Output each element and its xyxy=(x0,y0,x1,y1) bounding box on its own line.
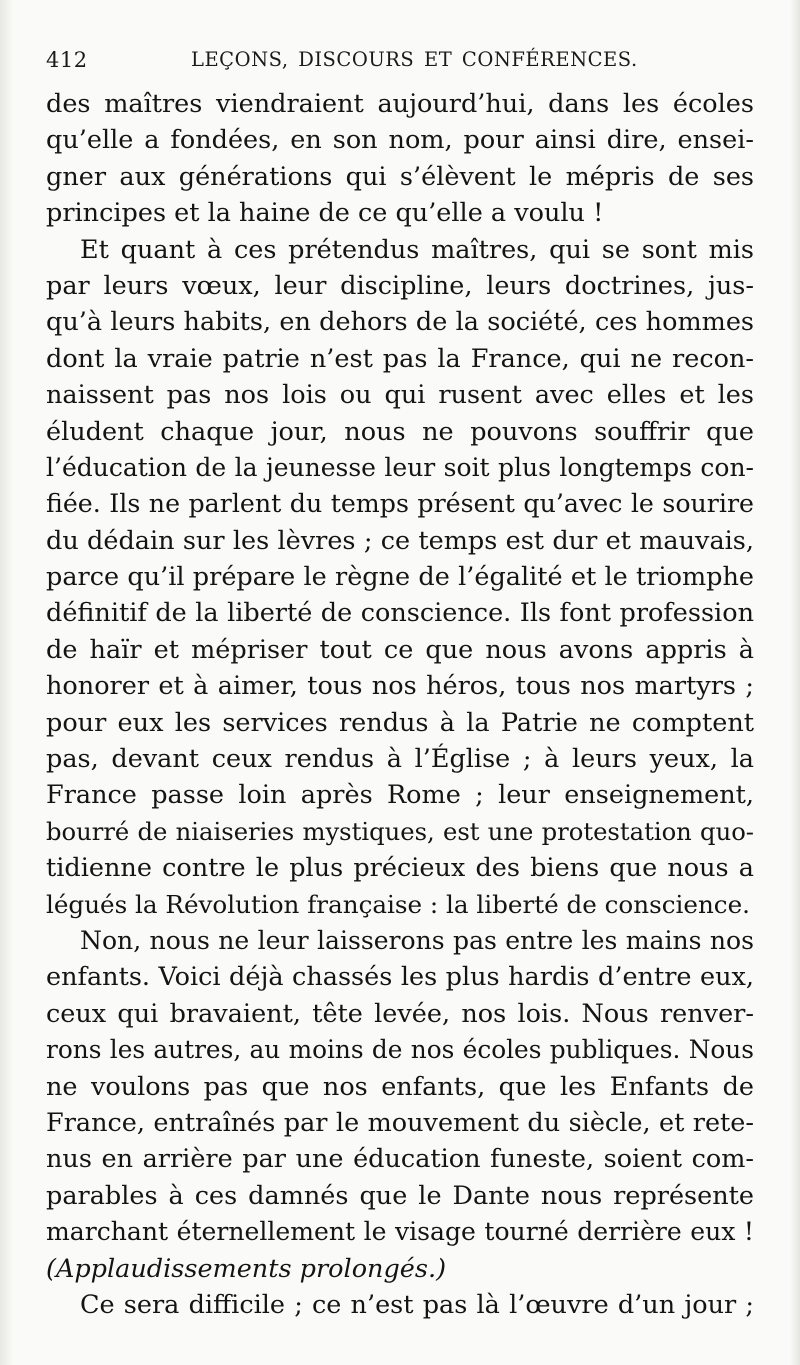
text-line: qu’elle a fondées, en son nom, pour ainsi dire, ensei- xyxy=(46,125,754,156)
text-line: tidienne contre le plus précieux des biens que nous a xyxy=(46,853,754,884)
text-line: définitif de la liberté de conscience. Ils font profession xyxy=(46,598,754,629)
text-line: éludent chaque jour, nous ne pouvons souffrir que xyxy=(46,416,754,447)
text-line: marchant éternellement le visage tourné derrière eux ! xyxy=(46,1217,754,1247)
text-line: par leurs vœux, leur discipline, leurs doctrines, jus- xyxy=(46,270,754,301)
text-line: bourré de niaiseries mystiques, est une protestation quo- xyxy=(46,816,754,846)
text-line: du dédain sur les lèvres ; ce temps est dur et mauvais, xyxy=(46,525,754,556)
text-line: qu’à leurs habits, en dehors de la société, ces hommes xyxy=(46,307,754,338)
text-line: nus en arrière par une éducation funeste, soient com- xyxy=(46,1144,754,1175)
text-line: gner aux générations qui s’élèvent le mépris de ses xyxy=(46,161,754,192)
page-number: 412 xyxy=(46,48,88,72)
paragraph-start-line: Non, nous ne leur laisserons pas entre les mains nos xyxy=(80,925,754,955)
text-line: légués la Révolution française : la liberté de conscience. xyxy=(46,889,750,919)
paragraph-start-line: Et quant à ces prétendus maîtres, qui se sont mis xyxy=(80,234,754,265)
text-line: France passe loin après Rome ; leur enseignement, xyxy=(46,780,754,811)
text-line: ne voulons pas que nos enfants, que les Enfants de xyxy=(46,1071,754,1102)
text-line: naissent pas nos lois ou qui rusent avec elles et les xyxy=(46,380,754,411)
text-line: pour eux les services rendus à la Patrie ne comptent xyxy=(46,707,754,738)
running-title: LEÇONS, DISCOURS ET CONFÉRENCES. xyxy=(191,48,638,71)
text-line: dont la vraie patrie n’est pas la France, qui ne recon- xyxy=(46,343,754,374)
text-line: rons les autres, au moins de nos écoles publiques. Nous xyxy=(46,1035,754,1065)
text-line: fiée. Ils ne parlent du temps présent qu’avec le sourire xyxy=(46,489,754,519)
page-header xyxy=(46,40,754,80)
text-line: France, entraînés par le mouvement du siècle, et rete- xyxy=(46,1107,754,1138)
text-line: principes et la haine de ce qu’elle a voulu ! xyxy=(46,198,604,229)
text-line: des maîtres viendraient aujourd’hui, dans les écoles xyxy=(46,89,754,119)
applause-annotation xyxy=(46,1251,754,1287)
body-text xyxy=(46,86,754,1323)
paragraph-start-line: Ce sera difficile ; ce n’est pas là l’œuvre d’un jour ; xyxy=(80,1289,754,1320)
text-line: enfants. Voici déjà chassés les plus hardis d’entre eux, xyxy=(46,962,754,993)
text-line: honorer et à aimer, tous nos héros, tous nos martyrs ; xyxy=(46,671,754,702)
text-line: parables à ces damnés que le Dante nous représente xyxy=(46,1180,754,1211)
text-line: ceux qui bravaient, tête levée, nos lois. Nous renver- xyxy=(46,998,754,1029)
text-line: parce qu’il prépare le règne de l’égalité et le triomphe xyxy=(46,562,754,593)
applause-text: (Applaudissements prolongés.) xyxy=(46,1253,447,1284)
text-line: pas, devant ceux rendus à l’Église ; à leurs yeux, la xyxy=(46,744,754,775)
text-line: l’éducation de la jeunesse leur soit plus longtemps con- xyxy=(46,452,754,482)
text-line: de haïr et mépriser tout ce que nous avons appris à xyxy=(46,634,754,665)
